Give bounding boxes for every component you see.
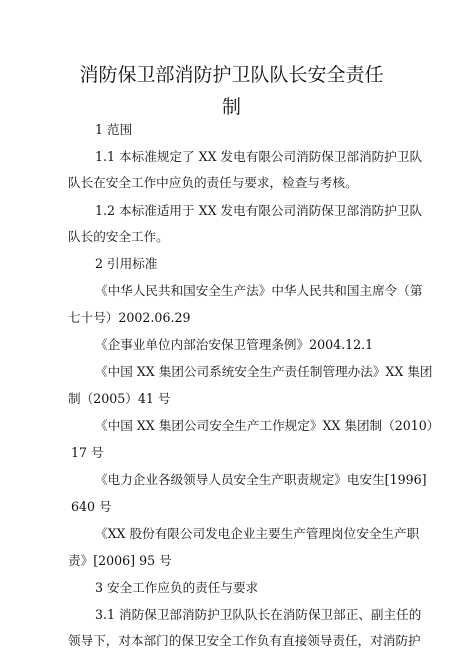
- reference-6-line-2: 责》[2006] 95 号: [68, 553, 172, 568]
- paragraph-1-2-line-2: 队长的安全工作。: [68, 229, 169, 244]
- reference-6-line-1: 《XX 股份有限公司发电企业主要生产管理岗位安全生产职: [95, 526, 420, 541]
- document-title-line-2: 制: [221, 96, 241, 118]
- reference-1-line-2: 七十号）2002.06.29: [68, 310, 191, 325]
- paragraph-1-1-line-1: 1.1 本标准规定了 XX 发电有限公司消防保卫部消防护卫队: [95, 149, 423, 164]
- reference-1-line-1: 《中华人民共和国安全生产法》中华人民共和国主席令（第: [95, 283, 423, 298]
- reference-3-line-1: 《中国 XX 集团公司系统安全生产责任制管理办法》XX 集团: [95, 364, 433, 379]
- section-heading-references: 2 引用标准: [95, 256, 158, 271]
- paragraph-3-1-line-1: 3.1 消防保卫部消防护卫队队长在消防保卫部正、副主任的: [95, 607, 422, 622]
- section-heading-scope: 1 范围: [95, 122, 133, 137]
- document-title-line-1: 消防保卫部消防护卫队队长安全责任: [79, 64, 384, 86]
- reference-4-line-1: 《中国 XX 集团公司安全生产工作规定》XX 集团制（2010）: [95, 418, 440, 433]
- reference-3-line-2: 制（2005）41 号: [68, 391, 171, 406]
- section-heading-responsibilities: 3 安全工作应负的责任与要求: [95, 580, 259, 595]
- paragraph-1-2-line-1: 1.2 本标准适用于 XX 发电有限公司消防保卫部消防护卫队: [95, 203, 423, 218]
- reference-4-line-2: 17 号: [71, 445, 104, 460]
- reference-5-line-2: 640 号: [71, 499, 112, 514]
- reference-5-line-1: 《电力企业各级领导人员安全生产职责规定》电安生[1996]: [95, 472, 427, 487]
- paragraph-1-1-line-2: 队长在安全工作中应负的责任与要求，检查与考核。: [68, 175, 358, 190]
- paragraph-3-1-line-2: 领导下，对本部门的保卫安全工作负有直接领导责任，对消防护: [68, 633, 421, 648]
- reference-2: 《企事业单位内部治安保卫管理条例》2004.12.1: [95, 337, 374, 352]
